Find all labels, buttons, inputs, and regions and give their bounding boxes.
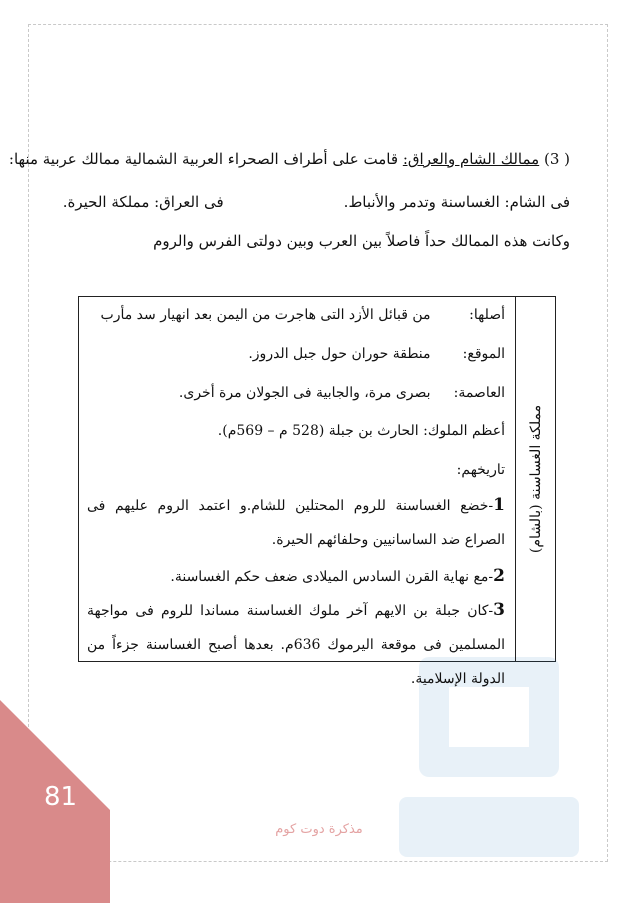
location-row <box>248 346 505 362</box>
history-item-number: 2 <box>493 566 505 586</box>
heading-text: قامت على أطراف الصحراء العربية الشمالية ممالك عربية منها: <box>8 150 399 168</box>
ghassanid-table <box>78 296 556 687</box>
king-value: الحارث بن جبلة (528 م – 569م). <box>217 423 419 439</box>
heading-title: ممالك الشام والعراق: <box>402 150 540 168</box>
history-label: تاريخهم: <box>456 462 505 478</box>
kingdoms-line <box>63 193 570 211</box>
footer-brand: مذكرة دوت كوم <box>275 822 363 837</box>
table-side-cell <box>515 297 555 661</box>
origin-label: أصلها: <box>469 307 505 323</box>
history-item <box>87 559 505 594</box>
king-label: أعظم الملوك: <box>423 423 505 439</box>
buffer-statement: وكانت هذه الممالك حداً فاصلاً بين العرب وبين دولتى الفرس والروم <box>153 232 570 250</box>
history-item-text: -مع نهاية القرن السادس الميلادى ضعف حكم الغساسنة. <box>170 569 494 585</box>
iraq-kingdoms: فى العراق: مملكة الحيرة. <box>62 193 224 211</box>
section-heading <box>9 150 570 168</box>
capital-value: بصرى مرة، والجابية فى الجولان مرة أخرى. <box>178 385 431 401</box>
history-item-number: 3 <box>493 600 505 620</box>
location-value: منطقة حوران حول جبل الدروز. <box>248 346 431 362</box>
table-content-cell <box>79 297 515 687</box>
history-item-number: 1 <box>493 495 505 515</box>
origin-row <box>101 307 505 323</box>
history-item <box>87 593 505 696</box>
sham-kingdoms: فى الشام: الغساسنة وتدمر والأنباط. <box>343 193 570 211</box>
capital-label: العاصمة: <box>453 385 505 401</box>
king-row <box>218 423 505 439</box>
page-number: 81 <box>44 782 78 812</box>
origin-value: من قبائل الأزد التى هاجرت من اليمن بعد انهيار سد مأرب <box>100 307 431 323</box>
capital-row <box>179 385 505 401</box>
heading-number: ( 3) <box>543 150 570 168</box>
kingdom-label: مملكة الغساسنة (بالشام) <box>527 404 544 554</box>
history-item <box>87 488 505 557</box>
history-item-text: -كان جبلة بن الايهم آخر ملوك الغساسنة مساندا للروم فى مواجهة المسلمين فى موقعة اليرموك 636م. بعدها أصبح الغساسنة جزءاً من الدولة الإسلامية. <box>87 603 505 687</box>
location-label: الموقع: <box>462 346 505 362</box>
history-item-text: -خضع الغساسنة للروم المحتلين للشام.و اعتمد الروم عليهم فى الصراع ضد الساسانيين وحلفائهم الحيرة. <box>87 498 505 548</box>
